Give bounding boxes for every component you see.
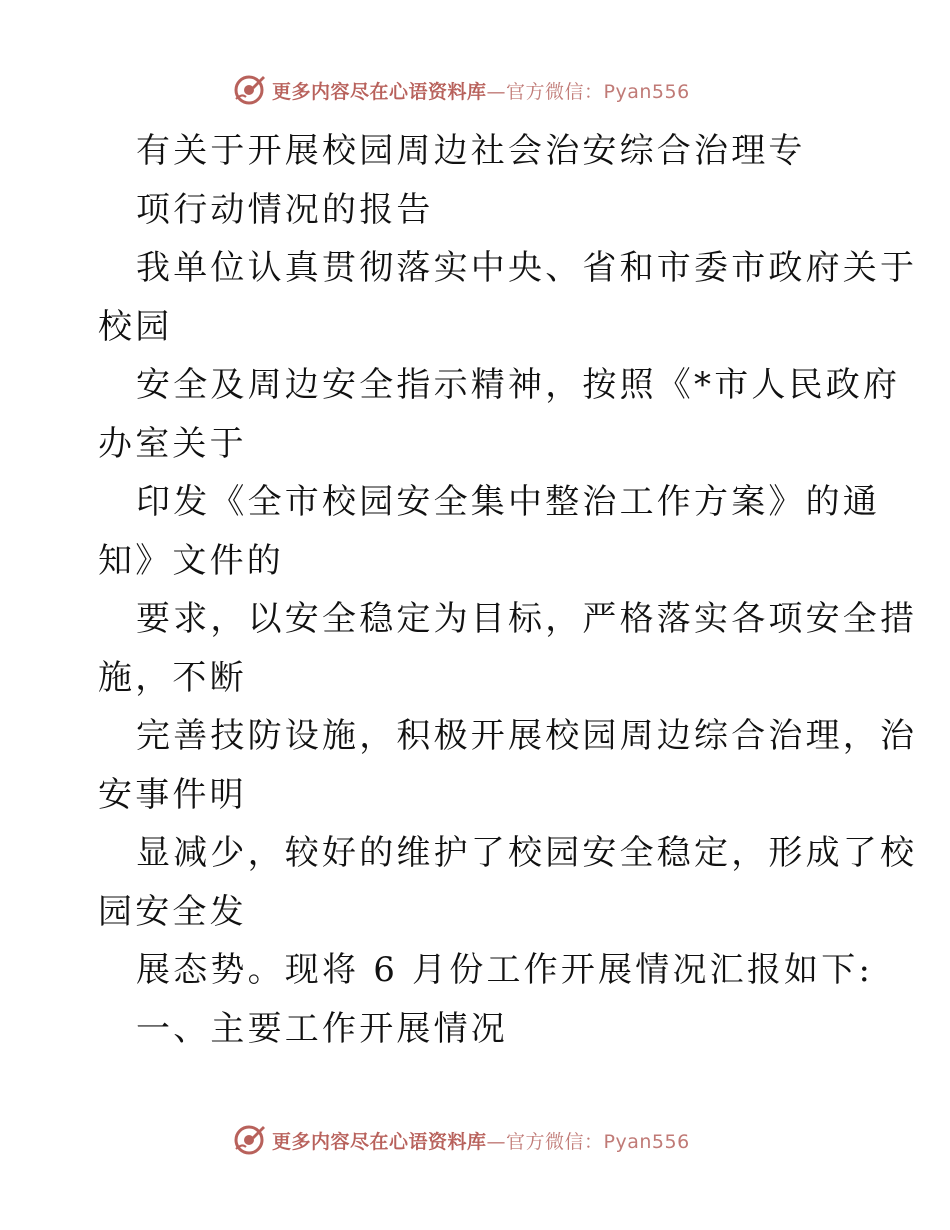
text-line: 完善技防设施，积极开展校园周边综合治理，治 [136,716,918,756]
text-line: 我单位认真贯彻落实中央、省和市委市政府关于 [136,248,918,288]
text-line: 安事件明 [98,774,247,815]
document-body [98,122,918,1058]
text-line: 一、主要工作开展情况 [136,1008,508,1049]
header-watermark-main: 更多内容尽在心语资料库 [272,80,487,103]
pen-logo-icon [232,73,266,107]
text-line: 印发《全市校园安全集中整治工作方案》的通 [136,482,880,522]
text-line: 安全及周边安全指示精神，按照《*市人民政府 [136,365,901,405]
text-line: 项行动情况的报告 [136,189,434,230]
text-line: 园安全发 [98,891,247,932]
text-line: 有关于开展校园周边社会治安综合治理专 [136,131,806,171]
header-watermark-rest: —官方微信：Pyan556 [486,80,690,103]
footer-watermark [232,1120,690,1160]
text-line: 知》文件的 [98,540,284,581]
pen-logo-icon [232,1123,266,1157]
footer-watermark-main: 更多内容尽在心语资料库 [272,1130,487,1153]
text-line: 展态势。现将 6 月份工作开展情况汇报如下: [136,950,874,990]
footer-watermark-rest: —官方微信：Pyan556 [486,1130,690,1153]
text-line: 要求，以安全稳定为目标，严格落实各项安全措 [136,599,918,639]
text-line: 施，不断 [98,657,247,698]
header-watermark-text [272,77,690,104]
footer-watermark-text [272,1127,690,1154]
text-line: 校园 [98,306,173,347]
text-line: 办室关于 [98,423,247,464]
text-line: 显减少，较好的维护了校园安全稳定，形成了校 [136,833,918,873]
header-watermark [232,70,690,110]
